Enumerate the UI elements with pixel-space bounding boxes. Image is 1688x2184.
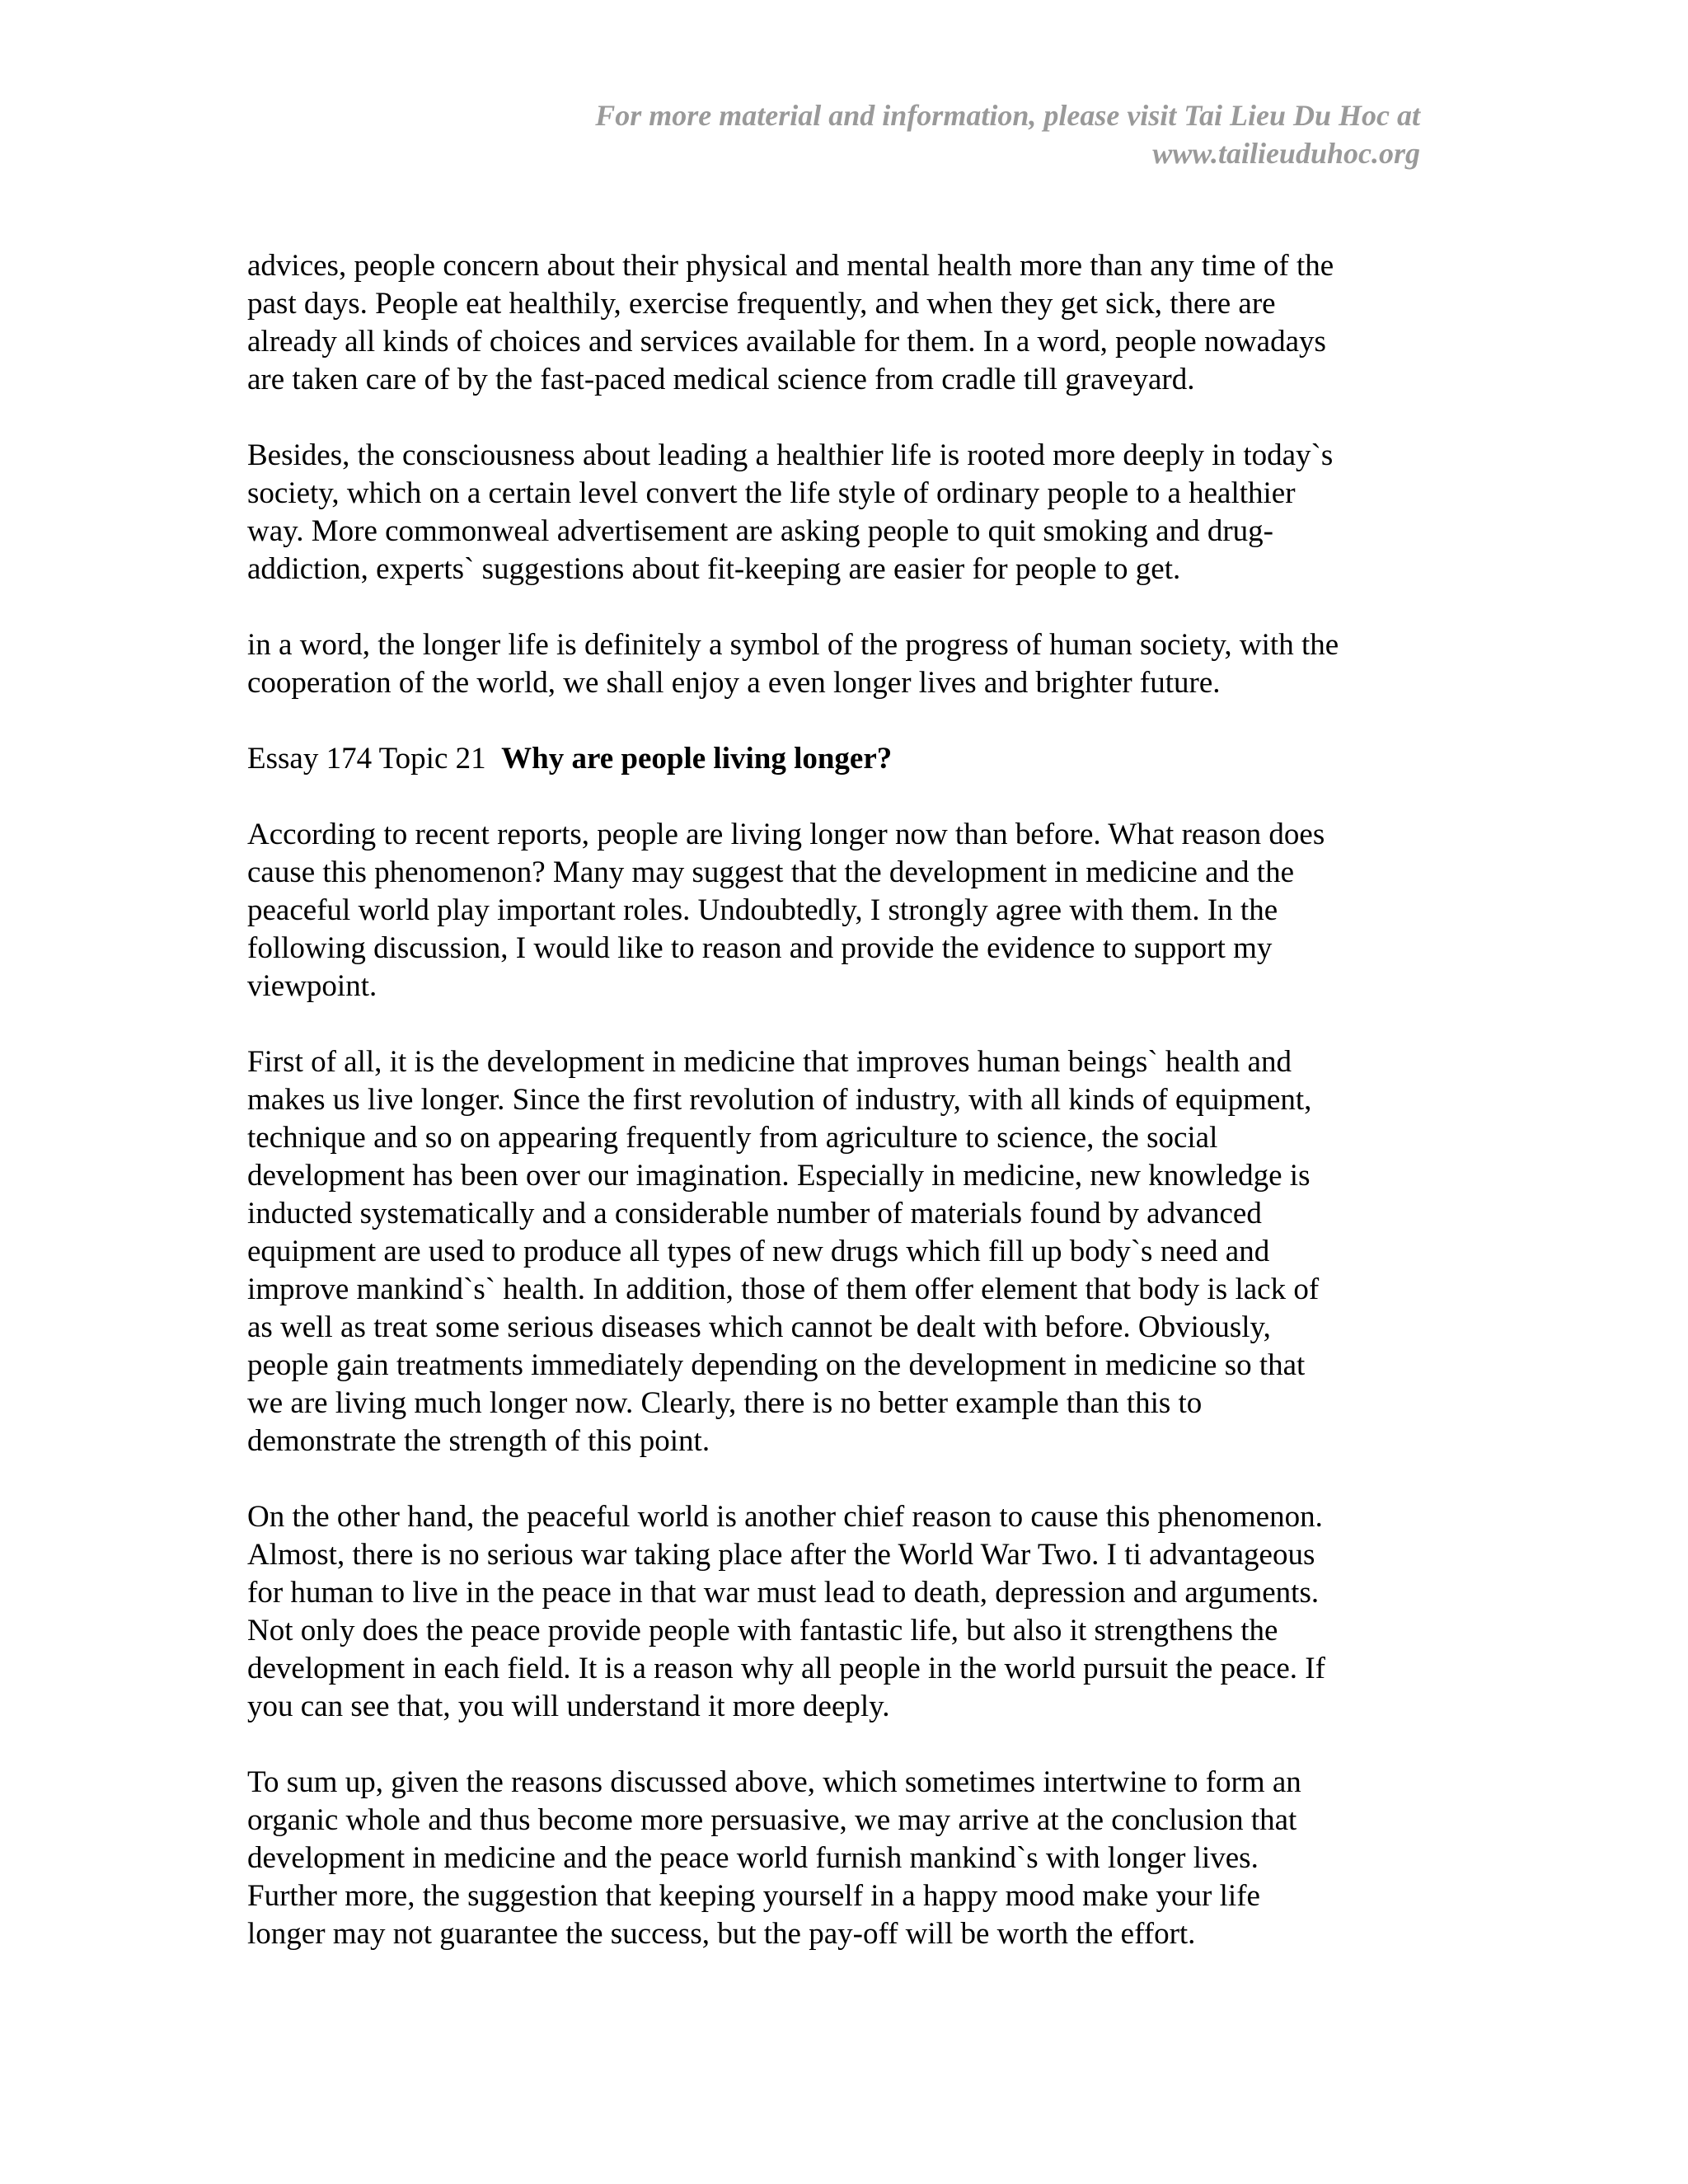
paragraph (247, 1498, 1451, 1726)
header-url: www.tailieuduhoc.org (1152, 137, 1420, 170)
text-line: development has been over our imagination. Especially in medicine, new knowledge is (247, 1159, 1311, 1193)
paragraph (247, 1043, 1451, 1460)
text-line: as well as treat some serious diseases which cannot be dealt with before. Obviously, (247, 1310, 1271, 1344)
paragraph (247, 1764, 1451, 1953)
text-line: viewpoint. (247, 969, 377, 1003)
text-line: demonstrate the strength of this point. (247, 1424, 710, 1458)
paragraph (247, 626, 1451, 702)
text-line: in a word, the longer life is definitely a symbol of the progress of human society, with the (247, 628, 1339, 662)
text-line: you can see that, you will understand it more deeply. (247, 1690, 890, 1723)
paragraph (247, 816, 1451, 1005)
text-line: Almost, there is no serious war taking place after the World War Two. I ti advantageous (247, 1538, 1315, 1572)
text-line: organic whole and thus become more persuasive, we may arrive at the conclusion that (247, 1803, 1297, 1837)
text-line: following discussion, I would like to reason and provide the evidence to support my (247, 931, 1273, 965)
text-line: addiction, experts` suggestions about fit-keeping are easier for people to get. (247, 552, 1181, 586)
text-line: First of all, it is the development in medicine that improves human beings` health and (247, 1045, 1292, 1079)
essay-number: Essay 174 Topic 21 (247, 742, 502, 776)
essay-title: Why are people living longer? (501, 742, 893, 776)
text-line: longer may not guarantee the success, but the pay-off will be worth the effort. (247, 1917, 1196, 1951)
text-line: society, which on a certain level convert the life style of ordinary people to a healthier (247, 476, 1296, 510)
text-line: inducted systematically and a considerable number of materials found by advanced (247, 1197, 1262, 1230)
text-line: development in each field. It is a reason why all people in the world pursuit the peace. If (247, 1652, 1325, 1685)
page-header (431, 96, 1420, 172)
text-line: past days. People eat healthily, exercise frequently, and when they get sick, there are (247, 287, 1276, 321)
paragraph (247, 247, 1451, 399)
text-line: development in medicine and the peace world furnish mankind`s with longer lives. (247, 1841, 1259, 1875)
text-line: equipment are used to produce all types of new drugs which fill up body`s need and (247, 1235, 1270, 1268)
text-line: cause this phenomenon? Many may suggest that the development in medicine and the (247, 855, 1294, 889)
header-line: For more material and information, please visit Tai Lieu Du Hoc at (595, 99, 1420, 132)
text-line: makes us live longer. Since the first revolution of industry, with all kinds of equipment, (247, 1083, 1312, 1117)
text-line: people gain treatments immediately depending on the development in medicine so that (247, 1348, 1306, 1382)
text-line: advices, people concern about their physical and mental health more than any time of the (247, 249, 1334, 283)
text-line: To sum up, given the reasons discussed above, which sometimes intertwine to form an (247, 1765, 1301, 1799)
text-line: cooperation of the world, we shall enjoy a even longer lives and brighter future. (247, 666, 1221, 700)
document-body (247, 247, 1451, 1991)
text-line: improve mankind`s` health. In addition, those of them offer element that body is lack of (247, 1272, 1320, 1306)
text-line: we are living much longer now. Clearly, there is no better example than this to (247, 1386, 1203, 1420)
text-line: are taken care of by the fast-paced medical science from cradle till graveyard. (247, 363, 1195, 396)
essay-heading (247, 740, 1451, 778)
text-line: already all kinds of choices and services available for them. In a word, people nowadays (247, 325, 1326, 359)
text-line: On the other hand, the peaceful world is another chief reason to cause this phenomenon. (247, 1500, 1323, 1534)
text-line: Not only does the peace provide people with fantastic life, but also it strengthens the (247, 1614, 1278, 1647)
text-line: for human to live in the peace in that war must lead to death, depression and arguments. (247, 1576, 1320, 1610)
text-line: peaceful world play important roles. Undoubtedly, I strongly agree with them. In the (247, 893, 1278, 927)
paragraph (247, 437, 1451, 588)
text-line: technique and so on appearing frequently from agriculture to science, the social (247, 1121, 1218, 1155)
text-line: According to recent reports, people are living longer now than before. What reason does (247, 818, 1325, 851)
text-line: Besides, the consciousness about leading a healthier life is rooted more deeply in today`s (247, 438, 1334, 472)
text-line: Further more, the suggestion that keeping yourself in a happy mood make your life (247, 1879, 1260, 1913)
text-line: way. More commonweal advertisement are asking people to quit smoking and drug- (247, 514, 1273, 548)
